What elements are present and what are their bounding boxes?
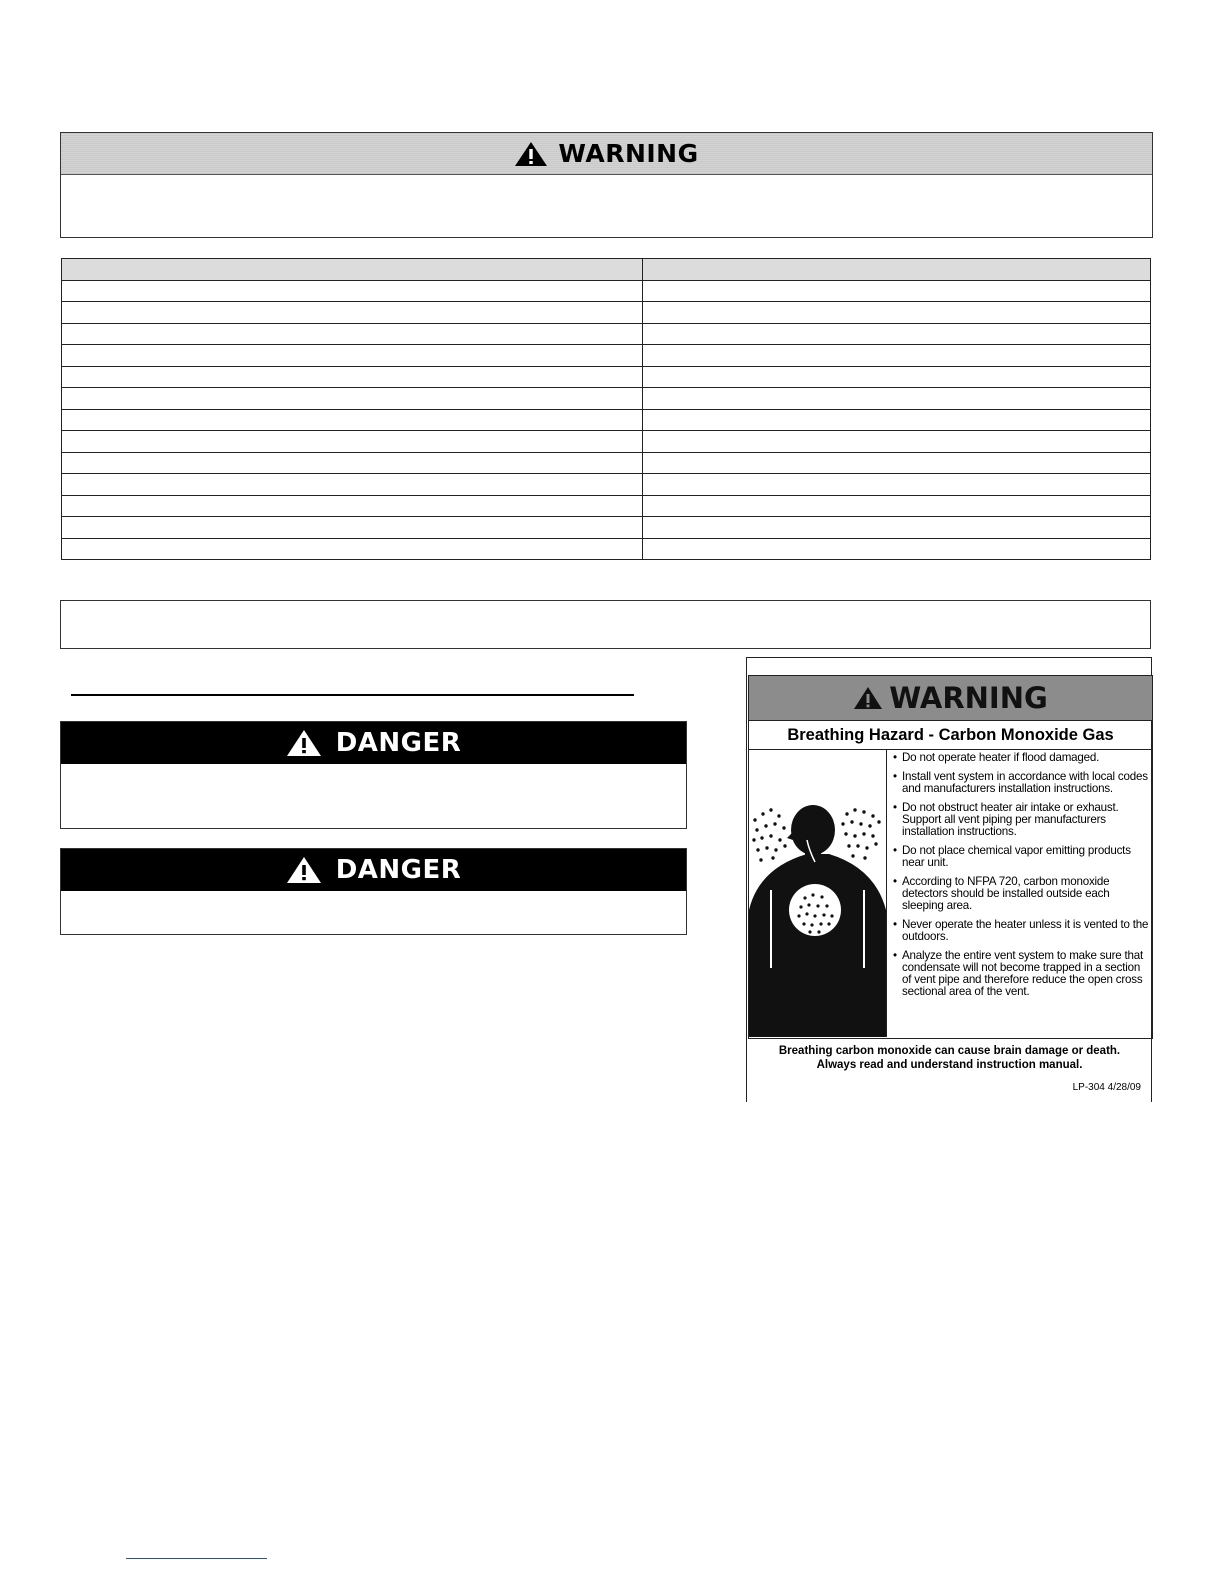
table-row [62, 345, 1151, 367]
person-inhaling-gas-icon [749, 750, 886, 1037]
warning-triangle-icon [286, 856, 322, 884]
table-row [62, 388, 1151, 410]
table-cell [643, 302, 1151, 324]
table-row [62, 538, 1151, 560]
danger-header [61, 849, 686, 891]
table-header-cell [62, 259, 643, 281]
table-cell [62, 345, 643, 367]
table-row [62, 431, 1151, 453]
list-item: • Install vent system in accordance with local codes and manufacturers installation instructions. [888, 771, 1150, 795]
label-footer-line: Always read and understand instruction manual. [816, 1059, 1083, 1071]
table-header-row [62, 259, 1151, 281]
label-body [749, 750, 1150, 1037]
table-cell [643, 495, 1151, 517]
table-row [62, 409, 1151, 431]
table-cell [643, 366, 1151, 388]
warning-triangle-icon [286, 729, 322, 757]
table-cell [643, 323, 1151, 345]
list-item: • Analyze the entire vent system to make sure that condensate will not become trapped in a section of vent pipe and therefore reduce the open cross sectional area of the vent. [888, 950, 1150, 999]
table-cell [643, 431, 1151, 453]
table-cell [62, 280, 643, 302]
table-cell [62, 517, 643, 539]
table-row [62, 495, 1151, 517]
table-row [62, 517, 1151, 539]
table-cell [643, 280, 1151, 302]
warning-triangle-icon [853, 686, 883, 710]
label-header [749, 676, 1152, 721]
label-panel [748, 675, 1153, 1039]
table-cell [62, 302, 643, 324]
label-code: LP-304 4/28/09 [1072, 1082, 1141, 1093]
table-cell [62, 538, 643, 560]
table-cell [62, 409, 643, 431]
table-cell [62, 452, 643, 474]
label-footer [748, 1038, 1151, 1084]
danger-header [61, 722, 686, 764]
warning-box [60, 132, 1153, 238]
section-heading-underline [71, 694, 634, 696]
table-header-cell [643, 259, 1151, 281]
list-item: • Do not operate heater if flood damaged. [888, 752, 1150, 764]
table-row [62, 474, 1151, 496]
danger-box [60, 848, 687, 935]
list-item: • Never operate the heater unless it is vented to the outdoors. [888, 919, 1150, 943]
danger-box [60, 721, 687, 829]
warning-title: WARNING [558, 139, 699, 168]
warning-header [61, 133, 1152, 175]
label-footer-line: Breathing carbon monoxide can cause brain damage or death. [778, 1045, 1121, 1057]
list-item: • Do not obstruct heater air intake or exhaust. Support all vent piping per manufacturers installation instructions. [888, 802, 1150, 839]
spec-table [61, 258, 1151, 560]
list-item: • According to NFPA 720, carbon monoxide detectors should be installed outside each sleeping area. [888, 876, 1150, 913]
breathing-hazard-pictogram [749, 750, 887, 1037]
table-cell [62, 431, 643, 453]
table-cell [62, 474, 643, 496]
table-row [62, 323, 1151, 345]
table-cell [643, 474, 1151, 496]
table-cell [643, 388, 1151, 410]
table-cell [643, 409, 1151, 431]
table-row [62, 366, 1151, 388]
label-subtitle: Breathing Hazard - Carbon Monoxide Gas [749, 721, 1152, 750]
table-cell [62, 388, 643, 410]
list-item: • Do not place chemical vapor emitting products near unit. [888, 845, 1150, 869]
co-warning-label [746, 657, 1152, 1102]
warning-triangle-icon [514, 141, 548, 167]
label-instruction-list [888, 752, 1150, 1005]
table-cell [643, 452, 1151, 474]
label-title: WARNING [889, 681, 1048, 715]
table-cell [643, 345, 1151, 367]
table-cell [62, 323, 643, 345]
danger-title: DANGER [335, 728, 462, 758]
table-row [62, 302, 1151, 324]
table-row [62, 452, 1151, 474]
table-cell [62, 366, 643, 388]
table-cell [62, 495, 643, 517]
note-box [60, 600, 1151, 649]
table-cell [643, 517, 1151, 539]
footer-link-underline[interactable] [126, 1558, 267, 1559]
danger-title: DANGER [335, 855, 462, 885]
table-cell [643, 538, 1151, 560]
table-row [62, 280, 1151, 302]
